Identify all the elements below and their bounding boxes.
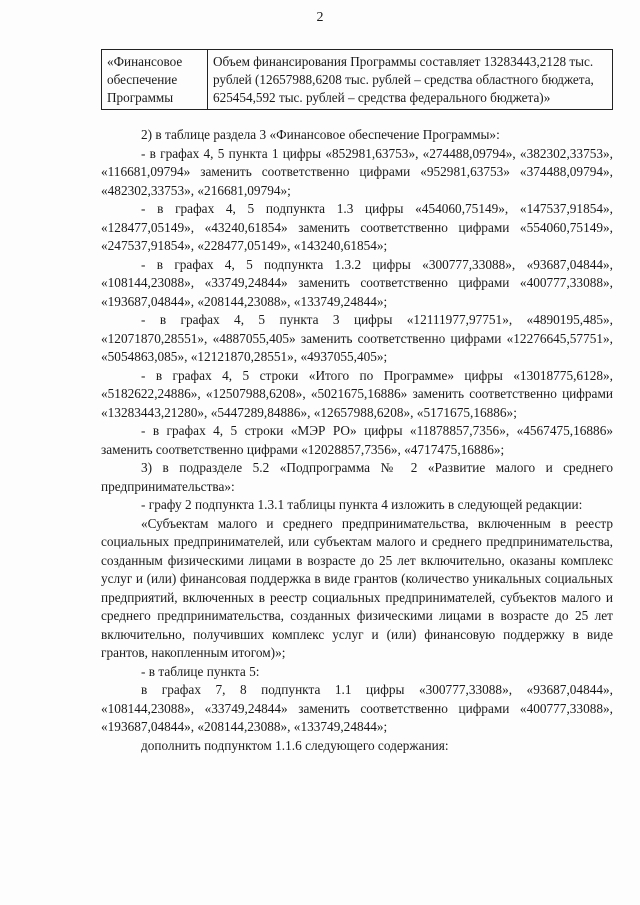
table-row: [102, 50, 613, 110]
table-text-cell: Объем финансирования Программы составляет 13283443,2128 тыс. рублей (12657988,6208 тыс. рублей – средства областного бюджета, 625454,592 тыс. рублей – средства федерального бюджета)»: [208, 50, 613, 110]
paragraph: - в графах 4, 5 строки «Итого по Программе» цифры «13018775,6128», «5182622,24886», «12507988,6208», «5021675,16886» заменить соответственно цифрами «13283443,21280», «5447289,84886», «12657988,6208», «5171675,16886»;: [101, 367, 613, 420]
paragraph: 2) в таблице раздела 3 «Финансовое обеспечение Программы»:: [141, 127, 500, 142]
paragraph: - в графах 4, 5 пункта 1 цифры «852981,63753», «274488,09794», «382302,33753», «116681,09794» заменить соответственно цифрами «952981,63753» «374488,09794», «482302,33753», «216681,09794»;: [101, 145, 613, 198]
paragraph: - графу 2 подпункта 1.3.1 таблицы пункта 4 изложить в следующей редакции:: [141, 497, 583, 512]
paragraph: - в графах 4, 5 пункта 3 цифры «12111977,97751», «4890195,485», «12071870,28551», «4887055,405» заменить соответственно цифрами «12276645,57751», «5054863,085», «12121870,28551», «4937055,405»;: [101, 312, 613, 364]
page-number: 2: [316, 10, 324, 25]
paragraph: дополнить подпунктом 1.1.6 следующего содержания:: [141, 737, 449, 753]
paragraph: - в графах 4, 5 строки «МЭР РО» цифры «11878857,7356», «4567475,16886» заменить соответственно цифрами «12028857,7356», «4717475,16886»;: [101, 423, 613, 457]
paragraph: - в графах 4, 5 подпункта 1.3 цифры «454060,75149», «147537,91854», «128477,05149», «43240,61854» заменить соответственно цифрами «554060,75149», «247537,91854», «228477,05149», «143240,61854»;: [101, 201, 613, 253]
document-body: [101, 126, 613, 755]
paragraph: 3) в подразделе 5.2 «Подпрограмма № 2 «Развитие малого и среднего предпринимательства»:: [101, 460, 613, 494]
paragraph: - в таблице пункта 5:: [141, 663, 260, 679]
paragraph: - в графах 4, 5 подпункта 1.3.2 цифры «300777,33088», «93687,04844», «108144,23088», «33749,24844» заменить соответственно цифрами «400777,33088», «193687,04844», «208144,23088», «133749,24844»;: [101, 256, 613, 309]
paragraph: в графах 7, 8 подпункта 1.1 цифры «300777,33088», «93687,04844», «108144,23088», «33749,24844» заменить соответственно цифрами «400777,33088», «193687,04844», «208144,23088», «133749,24844»;: [101, 682, 613, 734]
paragraph: «Субъектам малого и среднего предпринимательства, включенным в реестр социальных предпринимателей, или субъектам малого и среднего предпринимательства, созданным физическими лицами в возрасте до 25 лет включительно, оказаны комплекс услуг и (или) финансовая поддержка в виде грантов (количество уникальных социальных предприятий, включенных в реестр социальных предпринимателей, субъектов малого и среднего предпринимательства, созданных физическими лицами в возрасте до 25 лет включительно, получивших комплекс услуг и (или) финансовую поддержку в виде грантов, накопленным итогом)»;: [101, 515, 613, 660]
table-label-cell: «Финансовое обеспечение Программы: [102, 50, 208, 110]
financing-table: [101, 49, 613, 110]
